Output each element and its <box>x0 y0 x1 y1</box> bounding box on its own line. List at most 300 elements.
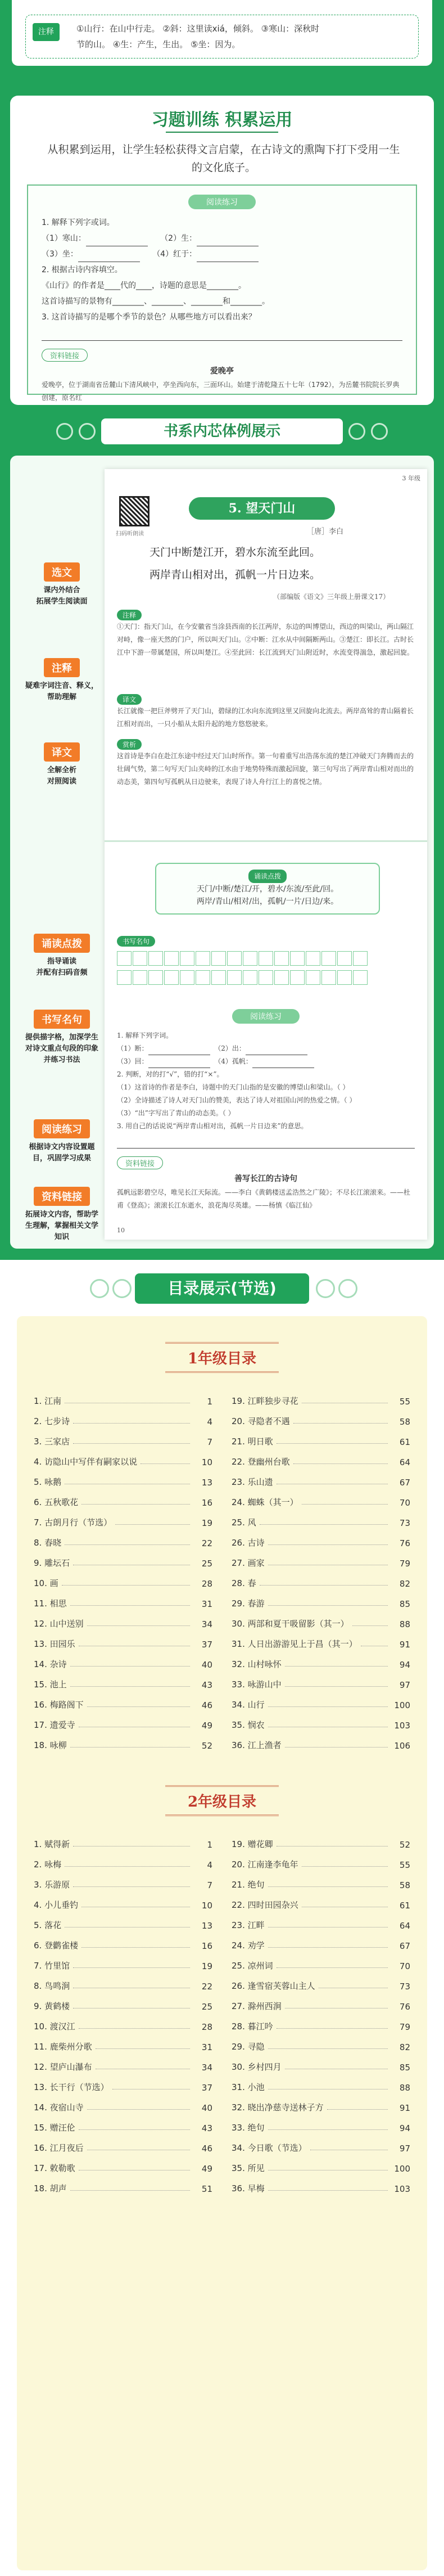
exercise-description: 从积累到运用，让学生轻松获得文言启蒙，在古诗文的熏陶下打下受用一生的文化底子。 <box>47 143 400 174</box>
exercise-title: 习题训练 积累运用 <box>151 110 293 130</box>
toc-entry-page: 85 <box>399 1599 410 1609</box>
banner <box>34 418 410 444</box>
answer-line[interactable] <box>197 252 259 262</box>
toc-entry[interactable] <box>34 1931 212 1952</box>
answer-line[interactable] <box>246 1045 307 1055</box>
note-line: ①山行：在山中行走。 ②斜：这里读xiá，倾斜。 ③寒山：深秋时 <box>76 24 320 34</box>
toc-entry-page: 106 <box>394 1741 410 1751</box>
toc-entry[interactable] <box>232 1610 410 1630</box>
question-2b: 这首诗描写的景物有________、________、________和________。 <box>42 297 270 306</box>
toc-entry-page: 34 <box>201 2062 212 2073</box>
toc-entry[interactable] <box>232 1871 410 1891</box>
appreciation-label: 赏析 <box>117 739 142 750</box>
toc-leader-dots <box>268 1927 388 1928</box>
toc-entry-title: 30. 乡村四月 <box>232 2062 282 2072</box>
toc-entry[interactable] <box>232 1589 410 1610</box>
grade1-header <box>34 1336 410 1376</box>
top-note-section <box>0 0 444 96</box>
toc-entry-title: 31. 小池 <box>232 2082 265 2092</box>
ornament-icon <box>112 1279 132 1298</box>
toc-entry[interactable] <box>34 1711 212 1731</box>
toc-entry[interactable] <box>232 1630 410 1650</box>
toc-leader-dots <box>268 2129 388 2130</box>
resource-title: 爱晚亭 <box>210 367 234 376</box>
side-label-yuedu <box>25 1119 99 1164</box>
writing-grid[interactable] <box>117 970 415 985</box>
side-label-zhushi <box>25 658 99 703</box>
recite-title: 诵读点拨 <box>248 870 287 883</box>
toc-entry[interactable] <box>232 1407 410 1427</box>
side-head: 译文 <box>44 742 80 762</box>
toc-entry-title: 13. 长干行（节选） <box>34 2082 109 2092</box>
toc-entry-title: 9. 雕坛石 <box>34 1558 70 1568</box>
toc-leader-dots <box>79 2129 190 2130</box>
toc-entry[interactable] <box>232 1711 410 1731</box>
grade2-left-column <box>34 1830 212 2195</box>
toc-leader-dots <box>268 2048 388 2049</box>
toc-entry[interactable] <box>34 1569 212 1589</box>
toc-leader-dots <box>260 1585 388 1586</box>
page-number: 10 <box>117 1227 125 1234</box>
toc-entry[interactable] <box>34 1952 212 1972</box>
exercise-title-underline <box>166 132 278 133</box>
toc-entry[interactable] <box>34 1387 212 1407</box>
toc-entry-title: 30. 两部和夏干吸留影（其一） <box>232 1619 349 1629</box>
toc-entry-page: 82 <box>399 2042 410 2052</box>
grade-tag: 3 年级 <box>402 475 420 482</box>
practice-q2a: （1）这首诗的作者是李白，诗题中的天门山指的是安徽的博望山和梁山。（ ） <box>117 1083 350 1091</box>
toc-entry[interactable] <box>34 1529 212 1549</box>
poem-line: 两岸青山相对出，孤帆一片日边来。 <box>149 569 321 581</box>
toc-entry[interactable] <box>34 1830 212 1850</box>
toc-section <box>0 1316 444 2576</box>
toc-entry-page: 7 <box>207 1437 212 1447</box>
answer-line[interactable] <box>148 1058 210 1068</box>
toc-entry-page: 103 <box>394 1721 410 1731</box>
toc-entry-page: 91 <box>399 2103 410 2113</box>
toc-entry-page: 91 <box>399 1640 410 1650</box>
writing-grid[interactable] <box>117 951 415 966</box>
toc-entry[interactable] <box>34 2073 212 2093</box>
notes-text: ①天门：指天门山，在今安徽省当涂县西南的长江两岸，东边的叫博望山，西边的叫梁山，两山隔江对峙，像一座天然的门户，所以叫天门山。②中断：江水从中间隔断两山。③楚江：即长江。古时长江中下游一带属楚国，所以叫楚江。④至此回：长江流到天门山附近时，水流变得湍急，激起回旋。 <box>117 623 414 656</box>
grade1-label: 1年级目录 <box>165 1342 279 1373</box>
toc-entry-title: 35. 悯农 <box>232 1720 265 1730</box>
resource-link-tag: 资料链接 <box>42 349 88 362</box>
toc-entry-title: 31. 人日出游游见上于昌（其一） <box>232 1639 357 1649</box>
toc-entry[interactable] <box>34 1871 212 1891</box>
toc-entry[interactable] <box>232 1448 410 1468</box>
toc-entry[interactable] <box>232 2174 410 2195</box>
toc-entry-page: 1 <box>207 1840 212 1850</box>
toc-entry-title: 34. 今日歌（节选） <box>232 2143 307 2153</box>
lesson-title: 5. 望天门山 <box>189 497 335 520</box>
toc-entry[interactable] <box>232 1972 410 1992</box>
toc-entry-page: 7 <box>207 1880 212 1890</box>
toc-entry-title: 25. 风 <box>232 1517 256 1528</box>
translation-text: 长江就像一把巨斧劈开了天门山，碧绿的江水向东流到这里又回旋向北流去。两岸高耸的青山隔着长江相对而出，一只小船从太阳升起的地方悠悠驶来。 <box>117 707 414 728</box>
toc-entry-title: 25. 凉州词 <box>232 1961 273 1971</box>
toc-entry[interactable] <box>232 1992 410 2012</box>
toc-entry[interactable] <box>232 2114 410 2134</box>
toc-entry-title: 2. 咏梅 <box>34 1859 62 1870</box>
toc-entry[interactable] <box>232 2093 410 2114</box>
toc-leader-dots <box>277 2028 388 2029</box>
toc-entry-page: 40 <box>201 2103 212 2113</box>
toc-entry[interactable] <box>232 1952 410 1972</box>
poem-source: （部编版《语文》三年级上册课文17） <box>273 593 390 601</box>
practice-q2b: （2）全诗描述了诗人对天门山的赞美，表达了诗人对祖国山河的热爱之情。（ ） <box>117 1096 356 1104</box>
toc-entry[interactable] <box>34 1670 212 1691</box>
side-text: 提供描字格，加深学生对诗文重点句段的印象并练习书法 <box>25 1033 98 1064</box>
toc-entry-page: 55 <box>399 1860 410 1870</box>
toc-entry[interactable] <box>34 1731 212 1751</box>
toc-entry-title: 18. 咏柳 <box>34 1740 67 1750</box>
toc-entry-title: 19. 赠花卿 <box>232 1839 273 1849</box>
practice-q2c: （3）“出”字写出了青山的动态美。（ ） <box>117 1109 235 1117</box>
toc-entry-page: 40 <box>201 1660 212 1670</box>
ornament-icon <box>316 1279 335 1298</box>
ornament-icon <box>348 423 365 440</box>
toc-entry[interactable] <box>34 1488 212 1508</box>
sample-page-section <box>0 450 444 1260</box>
toc-entry-title: 29. 春游 <box>232 1598 265 1609</box>
toc-entry-page: 52 <box>399 1840 410 1850</box>
toc-leader-dots <box>327 2109 388 2110</box>
toc-entry-page: 100 <box>394 2164 410 2174</box>
toc-leader-dots <box>268 1886 388 1887</box>
toc-entry-page: 64 <box>399 1457 410 1467</box>
toc-leader-dots <box>268 1544 388 1545</box>
toc-leader-dots <box>302 1504 388 1505</box>
toc-leader-dots <box>277 1846 388 1847</box>
toc-entry[interactable] <box>232 1387 410 1407</box>
toc-entry-title: 10. 渡汉江 <box>34 2021 75 2032</box>
toc-leader-dots <box>62 1585 190 1586</box>
question-2: 2. 根据古诗内容填空。 <box>42 265 123 274</box>
toc-entry-page: 51 <box>201 2184 212 2194</box>
toc-entry[interactable] <box>34 1468 212 1488</box>
toc-entry[interactable] <box>34 2174 212 2195</box>
toc-entry-title: 1. 江南 <box>34 1396 62 1406</box>
sample-card <box>10 456 434 1249</box>
toc-entry-page: 88 <box>399 2083 410 2093</box>
toc-entry[interactable] <box>232 1931 410 1952</box>
toc-leader-dots <box>277 1443 388 1444</box>
side-label-shuxie <box>25 1010 99 1066</box>
toc-entry[interactable] <box>232 2134 410 2154</box>
answer-line[interactable] <box>117 1135 415 1149</box>
toc-entry-title: 5. 落花 <box>34 1920 62 1930</box>
side-text: 根据诗文内容设置题目，巩固学习成果 <box>29 1143 95 1163</box>
poem-author: ［唐］李白 <box>307 528 344 536</box>
banner-title: 书系内芯体例展示 <box>101 418 343 444</box>
side-head: 资料链接 <box>34 1187 90 1206</box>
toc-entry-page: 4 <box>207 1417 212 1427</box>
toc-entry-page: 28 <box>201 2022 212 2032</box>
grade1-left-column <box>34 1387 212 1751</box>
side-head: 诵读点拨 <box>34 934 90 953</box>
toc-entry[interactable] <box>34 1650 212 1670</box>
toc-entry-title: 20. 寻隐者不遇 <box>232 1416 290 1426</box>
toc-leader-dots <box>73 1423 190 1424</box>
toc-entry-page: 70 <box>399 1498 410 1508</box>
toc-entry-title: 32. 晓出净慈寺送林子方 <box>232 2102 324 2113</box>
translation-label: 译文 <box>117 694 142 705</box>
answer-line[interactable] <box>252 1058 314 1068</box>
grade2-header <box>34 1780 410 1819</box>
toc-entry-page: 31 <box>201 1599 212 1609</box>
toc-entry-title: 26. 逢雪宿芙蓉山主人 <box>232 1981 315 1991</box>
toc-entry-title: 6. 五秋歌花 <box>34 1497 79 1507</box>
qr-code[interactable] <box>119 496 149 526</box>
page-divider <box>105 840 427 842</box>
toc-entry-page: 4 <box>207 1860 212 1870</box>
toc-leader-dots <box>73 1443 190 1444</box>
write-block <box>117 936 415 985</box>
toc-entry[interactable] <box>232 1911 410 1931</box>
answer-line[interactable] <box>42 327 402 341</box>
toc-entry-title: 17. 遗爱寺 <box>34 1720 75 1730</box>
note-line: 节的山。 ④生：产生，生出。 ⑤坐：因为。 <box>76 39 241 49</box>
ornament-icon <box>56 423 73 440</box>
toc-entry-page: 73 <box>399 1518 410 1528</box>
toc-leader-dots <box>73 1886 190 1887</box>
toc-entry[interactable] <box>232 2012 410 2033</box>
side-label-xuanwen <box>25 562 99 607</box>
grade2-label: 2年级目录 <box>165 1785 279 1816</box>
toc-entry-title: 27. 滁州西涧 <box>232 2001 282 2011</box>
toc-entry-page: 52 <box>201 1741 212 1751</box>
toc-entry-page: 22 <box>201 1981 212 1992</box>
toc-entry[interactable] <box>232 1529 410 1549</box>
toc-entry-page: 16 <box>201 1498 212 1508</box>
toc-entry-title: 32. 山村咏怀 <box>232 1659 282 1669</box>
toc-entry[interactable] <box>232 2154 410 2174</box>
toc-entry-page: 100 <box>394 1700 410 1710</box>
toc-entry-page: 10 <box>201 1457 212 1467</box>
toc-entry-page: 76 <box>399 1538 410 1548</box>
toc-leader-dots <box>268 1706 388 1707</box>
recite-block <box>155 863 380 915</box>
toc-entry-page: 46 <box>201 2143 212 2154</box>
toc-entry-title: 14. 杂诗 <box>34 1659 67 1669</box>
toc-entry-title: 33. 咏游山中 <box>232 1679 282 1690</box>
practice-q1-row <box>117 1042 415 1055</box>
toc-entry-title: 8. 鸟鸣涧 <box>34 1981 70 1991</box>
toc-entry[interactable] <box>34 2154 212 2174</box>
toc-entry[interactable] <box>34 1427 212 1448</box>
toc-entry-page: 67 <box>399 1478 410 1488</box>
toc-entry[interactable] <box>34 2114 212 2134</box>
appreciation-text: 这首诗是李白在赴江东途中经过天门山时所作。第一句着重写出浩荡东流的楚江冲破天门奔腾而去的壮阔气势，第二句写天门山夹峙的江水由于地势特殊而激起回旋，第三句写出了两岸青山相对而出的动态美，第四句写孤帆从日边驶来，表现了诗人舟行江上的喜悦之情。 <box>117 752 414 786</box>
practice-q1a: （1）断： <box>117 1044 148 1052</box>
grade2-columns <box>34 1830 410 2195</box>
toc-entry-title: 28. 春 <box>232 1578 256 1588</box>
toc-entry-title: 6. 登鹳雀楼 <box>34 1940 79 1951</box>
resource-text: 爱晚亭，位于湖南省岳麓山下清风峡中，亭坐西向东，三面环山。始建于清乾隆五十七年（1792），为岳麓书院院长罗典创建，原名红 <box>42 381 400 402</box>
toc-leader-dots <box>302 1866 388 1867</box>
side-text: 课内外结合 拓展学生阅读面 <box>36 586 88 606</box>
toc-entry[interactable] <box>34 1891 212 1911</box>
toc-entry[interactable] <box>34 1407 212 1427</box>
toc-entry[interactable] <box>34 1448 212 1468</box>
book-page <box>105 469 427 1240</box>
toc-entry-title: 20. 江南逢李龟年 <box>232 1859 298 1870</box>
toc-entry[interactable] <box>34 2093 212 2114</box>
toc-leader-dots <box>87 1625 190 1626</box>
side-text: 全解全析 对照阅读 <box>47 766 76 786</box>
toc-leader-dots <box>73 1967 190 1968</box>
answer-line[interactable] <box>197 236 259 246</box>
recite-box <box>155 863 380 915</box>
side-label-songdu <box>25 934 99 979</box>
practice-q1b: （2）出： <box>214 1044 246 1052</box>
answer-line[interactable] <box>148 1045 210 1055</box>
side-head: 书写名句 <box>34 1010 90 1029</box>
recite-line: 两岸/青山/相对/出，孤帆/一片/日边/来。 <box>196 897 339 906</box>
toc-entry[interactable] <box>232 2053 410 2073</box>
toc-entry[interactable] <box>34 1992 212 2012</box>
toc-entry-title: 14. 夜宿山寺 <box>34 2102 84 2113</box>
toc-entry[interactable] <box>34 1911 212 1931</box>
toc-entry[interactable] <box>232 2033 410 2053</box>
toc-entry[interactable] <box>232 1488 410 1508</box>
toc-entry-page: 61 <box>399 1901 410 1911</box>
toc-leader-dots <box>268 1947 388 1948</box>
toc-leader-dots <box>115 1524 190 1525</box>
poem-line: 天门中断楚江开，碧水东流至此回。 <box>149 546 321 559</box>
toc-entry[interactable] <box>232 2073 410 2093</box>
toc-leader-dots <box>73 1846 190 1847</box>
toc-entry[interactable] <box>34 1630 212 1650</box>
toc-entry[interactable] <box>232 1508 410 1529</box>
toc-entry[interactable] <box>232 1569 410 1589</box>
toc-entry-page: 67 <box>399 1941 410 1951</box>
toc-entry-page: 13 <box>201 1478 212 1488</box>
toc-leader-dots <box>87 2109 190 2110</box>
toc-leader-dots <box>352 1625 388 1626</box>
toc-entry-title: 33. 绝句 <box>232 2123 265 2133</box>
data-title: 善写长江的古诗句 <box>234 1174 297 1183</box>
toc-leader-dots <box>65 1544 190 1545</box>
practice-pill: 阅读练习 <box>232 1009 300 1024</box>
toc-entry-page: 79 <box>399 2022 410 2032</box>
toc-leader-dots <box>260 1524 388 1525</box>
toc-banner-title: 目录展示(节选) <box>135 1273 309 1304</box>
answer-line[interactable] <box>78 252 140 262</box>
toc-entry[interactable] <box>232 1549 410 1569</box>
toc-entry-title: 35. 所见 <box>232 2163 265 2173</box>
toc-entry-title: 24. 蜘蛛（其一） <box>232 1497 298 1507</box>
toc-entry-page: 70 <box>399 1961 410 1971</box>
toc-entry-title: 36. 江上渔者 <box>232 1740 282 1750</box>
toc-leader-dots <box>70 1605 190 1606</box>
toc-entry-page: 19 <box>201 1961 212 1971</box>
toc-leader-dots <box>277 1967 388 1968</box>
toc-entry-title: 29. 寻隐 <box>232 2042 265 2052</box>
toc-entry[interactable] <box>232 1670 410 1691</box>
side-text: 疑难字词注音、释义，帮助理解 <box>25 682 98 701</box>
layout-banner-section <box>0 411 444 450</box>
toc-entry[interactable] <box>34 2053 212 2073</box>
note-tag: 注释 <box>33 23 60 41</box>
toc-entry[interactable] <box>34 1610 212 1630</box>
grade1-right-column <box>232 1387 410 1751</box>
toc-entry[interactable] <box>34 2033 212 2053</box>
toc-entry-title: 4. 小儿垂钓 <box>34 1900 79 1910</box>
toc-entry-page: 88 <box>399 1619 410 1629</box>
toc-entry-page: 34 <box>201 1619 212 1629</box>
toc-entry-page: 97 <box>399 1680 410 1690</box>
toc-entry[interactable] <box>232 1731 410 1751</box>
toc-entry[interactable] <box>34 1549 212 1569</box>
answer-line[interactable] <box>86 236 148 246</box>
toc-entry[interactable] <box>34 1508 212 1529</box>
toc-entry[interactable] <box>34 1850 212 1871</box>
toc-leader-dots <box>87 1706 190 1707</box>
question-1a: （1）寒山： <box>42 234 86 243</box>
toc-entry-page: 61 <box>399 1437 410 1447</box>
toc-leader-dots <box>285 1747 388 1748</box>
toc-entry-page: 49 <box>201 1721 212 1731</box>
toc-entry-title: 7. 竹里馆 <box>34 1961 70 1971</box>
toc-leader-dots <box>268 1605 388 1606</box>
practice-block <box>117 1009 415 1212</box>
recite-line: 天门/中断/楚江/开，碧水/东流/至此/回。 <box>196 885 339 894</box>
toc-entry[interactable] <box>232 1850 410 1871</box>
side-text: 指导诵读 并配有扫码音频 <box>36 957 88 977</box>
toc-entry[interactable] <box>232 1830 410 1850</box>
toc-entry-title: 27. 画家 <box>232 1558 265 1568</box>
toc-entry-title: 18. 胡声 <box>34 2183 67 2194</box>
toc-entry-title: 9. 黄鹤楼 <box>34 2001 70 2011</box>
toc-entry[interactable] <box>232 1427 410 1448</box>
toc-entry-title: 3. 三家店 <box>34 1436 70 1447</box>
toc-entry-title: 36. 早梅 <box>232 2183 265 2194</box>
toc-entry[interactable] <box>232 1468 410 1488</box>
toc-entry-page: 58 <box>399 1880 410 1890</box>
toc-entry-page: 13 <box>201 1921 212 1931</box>
grade1-columns <box>34 1387 410 1751</box>
toc-leader-dots <box>70 1686 190 1687</box>
toc-entry-page: 94 <box>399 1660 410 1670</box>
toc-entry-page: 1 <box>207 1397 212 1407</box>
note-inner <box>25 15 419 58</box>
toc-leader-dots <box>70 2190 190 2191</box>
toc-entry-page: 43 <box>201 2123 212 2133</box>
toc-leader-dots <box>65 1866 190 1867</box>
toc-leader-dots <box>96 2048 190 2049</box>
toc-entry[interactable] <box>34 2012 212 2033</box>
toc-entry-page: 46 <box>201 1700 212 1710</box>
toc-entry[interactable] <box>34 1589 212 1610</box>
toc-entry[interactable] <box>34 1691 212 1711</box>
toc-entry[interactable] <box>34 1972 212 1992</box>
data-link-tag: 资料链接 <box>117 1156 163 1169</box>
toc-entry[interactable] <box>232 1650 410 1670</box>
toc-entry[interactable] <box>232 1891 410 1911</box>
practice-q2: 2. 判断，对的打“√”，错的打“×”。 <box>117 1070 224 1078</box>
toc-entry[interactable] <box>34 2134 212 2154</box>
toc-entry-title: 23. 乐山遗 <box>232 1477 273 1487</box>
data-text: 孤帆远影碧空尽，唯见长江天际流。——李白《黄鹤楼送孟浩然之广陵》；不尽长江滚滚来。——杜甫《登高》；滚滚长江东逝水，浪花淘尽英雄。——杨慎《临江仙》 <box>117 1188 411 1209</box>
toc-entry-page: 37 <box>201 2083 212 2093</box>
practice-q1d: （4）孤帆： <box>214 1057 252 1065</box>
toc-entry[interactable] <box>232 1691 410 1711</box>
toc-entry-page: 28 <box>201 1579 212 1589</box>
toc-leader-dots <box>81 1947 190 1948</box>
toc-entry-page: 79 <box>399 1559 410 1569</box>
